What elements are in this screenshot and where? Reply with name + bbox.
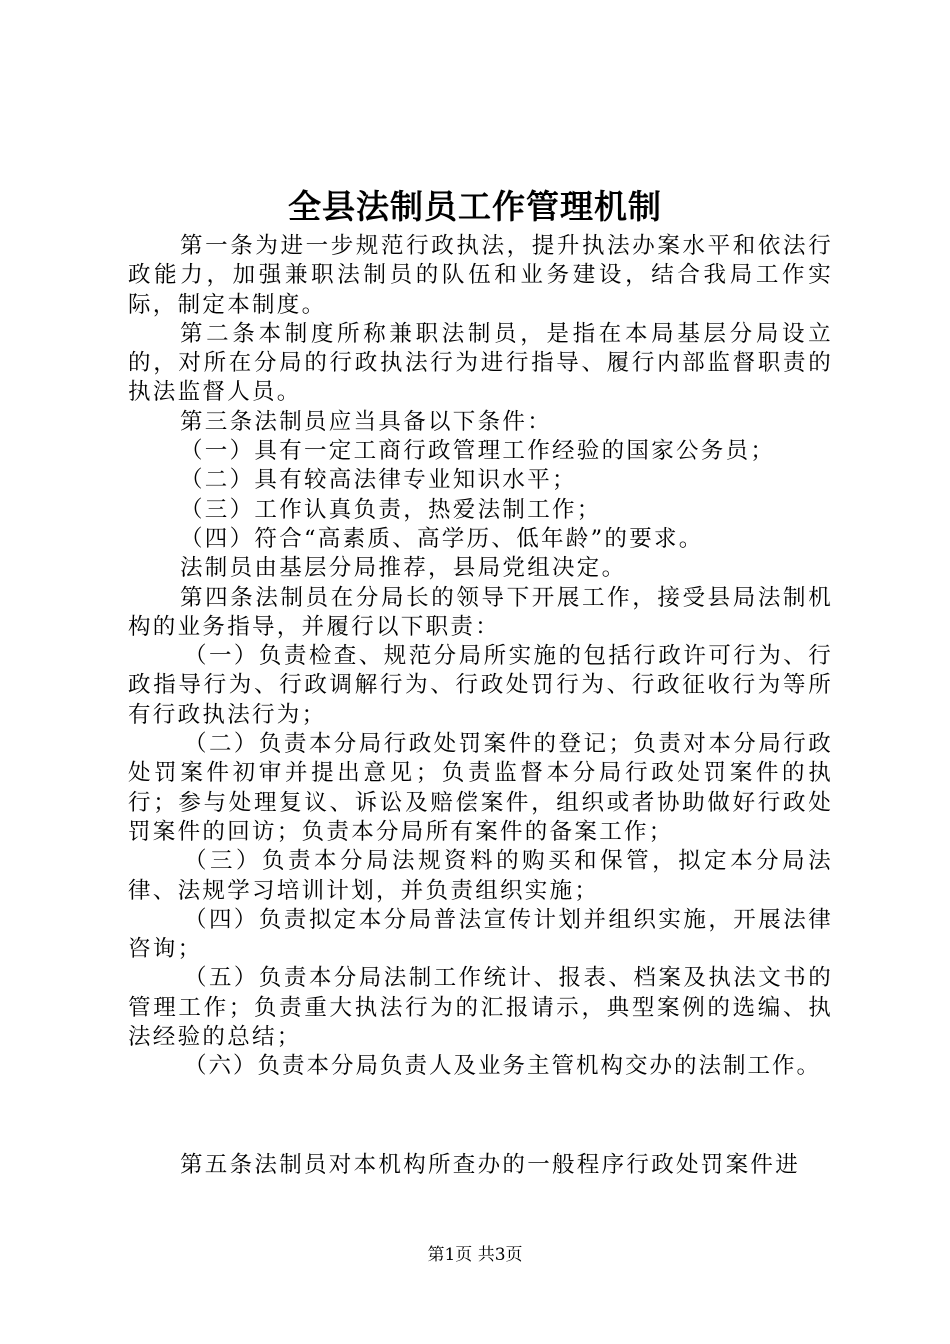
duty-item-3: （三）负责本分局法规资料的购买和保管，拟定本分局法律、法规学习培训计划，并负责组织实施；: [128, 848, 833, 904]
article-1-paragraph: 第一条为进一步规范行政执法，提升执法办案水平和依法行政能力，加强兼职法制员的队伍和业务建设，结合我局工作实际，制定本制度。: [128, 233, 833, 318]
duty-item-1: （一）负责检查、规范分局所实施的包括行政许可行为、行政指导行为、行政调解行为、行政处罚行为、行政征收行为等所有行政执法行为；: [128, 643, 833, 728]
article-5-paragraph: 第五条法制员对本机构所查办的一般程序行政处罚案件进: [180, 1152, 801, 1178]
document-body: [128, 232, 833, 1082]
duty-item-2: （二）负责本分局行政处罚案件的登记；负责对本分局行政处罚案件初审并提出意见；负责监督本分局行政处罚案件的执行；参与处理复议、诉讼及赔偿案件，组织或者协助做好行政处罚案件的回访；负责本分局所有案件的备案工作；: [128, 731, 833, 845]
condition-item-1: （一）具有一定工商行政管理工作经验的国家公务员；: [180, 438, 776, 465]
duty-item-6: （六）负责本分局负责人及业务主管机构交办的法制工作。: [184, 1053, 822, 1080]
page-number-footer: 第1页 共3页: [427, 1245, 523, 1265]
duty-item-5: （五）负责本分局法制工作统计、报表、档案及执法文书的管理工作；负责重大执法行为的汇报请示，典型案例的选编、执法经验的总结；: [128, 965, 833, 1051]
appointment-paragraph: 法制员由基层分局推荐，县局党组决定。: [180, 555, 627, 582]
article-3-paragraph: 第三条法制员应当具备以下条件：: [180, 408, 553, 435]
duty-item-4: （四）负责拟定本分局普法宣传计划并组织实施，开展法律咨询；: [128, 906, 833, 963]
article-2-paragraph: 第二条本制度所称兼职法制员，是指在本局基层分局设立的，对所在分局的行政执法行为进行指导、履行内部监督职责的执法监督人员。: [128, 320, 833, 406]
article-4-paragraph: 第四条法制员在分局长的领导下开展工作，接受县局法制机构的业务指导，并履行以下职责：: [128, 584, 833, 640]
condition-item-4: （四）符合“高素质、高学历、低年龄”的要求。: [180, 525, 704, 552]
condition-item-2: （二）具有较高法律专业知识水平；: [180, 467, 577, 494]
document-title: 全县法制员工作管理机制: [288, 187, 662, 226]
condition-item-3: （三）工作认真负责，热爱法制工作；: [180, 496, 602, 523]
